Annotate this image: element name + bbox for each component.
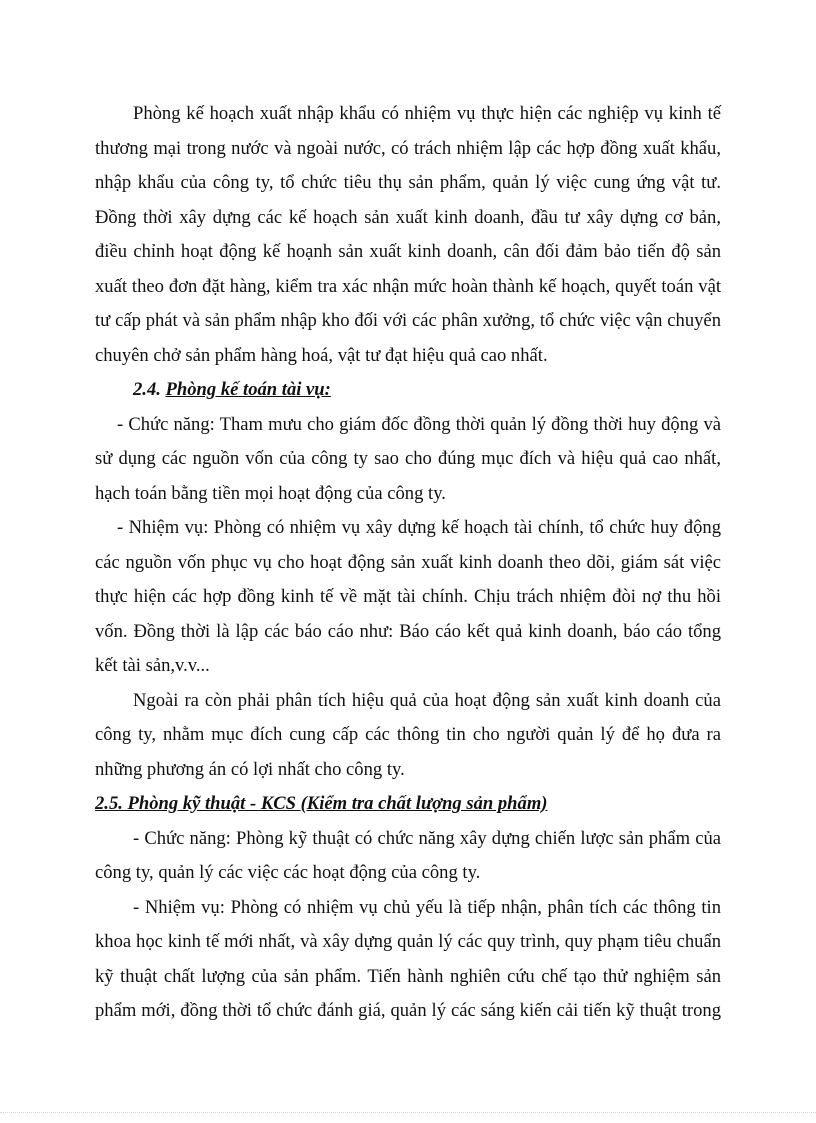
page-bottom-divider <box>0 1112 816 1113</box>
paragraph-import-export-duties: Phòng kế hoạch xuất nhập khẩu có nhiệm vụ thực hiện các nghiệp vụ kinh tế thương mại trong nước và ngoài nước, có trách nhiệm lập các hợp đồng xuất khẩu, nhập khẩu của công ty, tổ chức tiêu thụ sản phẩm, quản lý việc cung ứng vật tư. Đồng thời xây dựng các kế hoạch sản xuất kinh doanh, đầu tư xây dựng cơ bản, điều chỉnh hoạt động kế hoạnh sản xuất kinh doanh, cân đối đảm bảo tiến độ sản xuất theo đơn đặt hàng, kiểm tra xác nhận mức hoàn thành kế hoạch, quyết toán vật tư cấp phát và sản phẩm nhập kho đối với các phân xưởng, tổ chức việc vận chuyển chuyên chở sản phẩm hàng hoá, vật tư đạt hiệu quả cao nhất. <box>95 103 721 366</box>
paragraph-technical-duties: - Nhiệm vụ: Phòng có nhiệm vụ chủ yếu là tiếp nhận, phân tích các thông tin khoa học kinh tế mới nhất, và xây dựng quản lý các quy trình, quy phạm tiêu chuẩn kỹ thuật chất lượng của sản phẩm. Tiến hành nghiên cứu chế tạo thử nghiệm sản phẩm mới, đồng thời tổ chức đánh giá, quản lý các sáng kiến cải tiến kỹ thuật trong <box>95 896 721 1021</box>
section-number: 2.4. <box>133 379 166 400</box>
paragraph-accounting-function: - Chức năng: Tham mưu cho giám đốc đồng thời quản lý đồng thời huy động và sử dụng các nguồn vốn của công ty sao cho đúng mục đích và hiệu quả cao nhất, hạch toán bằng tiền mọi hoạt động của công ty. <box>95 413 721 504</box>
section-heading-2-5: 2.5. Phòng kỹ thuật - KCS (Kiểm tra chất lượng sản phẩm) <box>95 793 548 814</box>
paragraph-accounting-duties: - Nhiệm vụ: Phòng có nhiệm vụ xây dựng kế hoạch tài chính, tổ chức huy động các nguồn vốn phục vụ cho hoạt động sản xuất kinh doanh theo dõi, giám sát việc thực hiện các hợp đồng kinh tế về mặt tài chính. Chịu trách nhiệm đòi nợ thu hồi vốn. Đồng thời là lập các báo cáo như: Báo cáo kết quả kinh doanh, báo cáo tổng kết tài sản,v.v... <box>95 517 721 676</box>
paragraph-technical-function: - Chức năng: Phòng kỹ thuật có chức năng xây dựng chiến lược sản phẩm của công ty, quản lý các việc các hoạt động của công ty. <box>95 827 721 883</box>
section-heading-2-4 <box>95 373 721 408</box>
document-page <box>95 97 721 1029</box>
section-title: Phòng kế toán tài vụ: <box>165 379 331 400</box>
paragraph-accounting-analysis: Ngoài ra còn phải phân tích hiệu quả của hoạt động sản xuất kinh doanh của công ty, nhằm mục đích cung cấp các thông tin cho người quản lý để họ đưa ra những phương án có lợi nhất cho công ty. <box>95 689 721 780</box>
